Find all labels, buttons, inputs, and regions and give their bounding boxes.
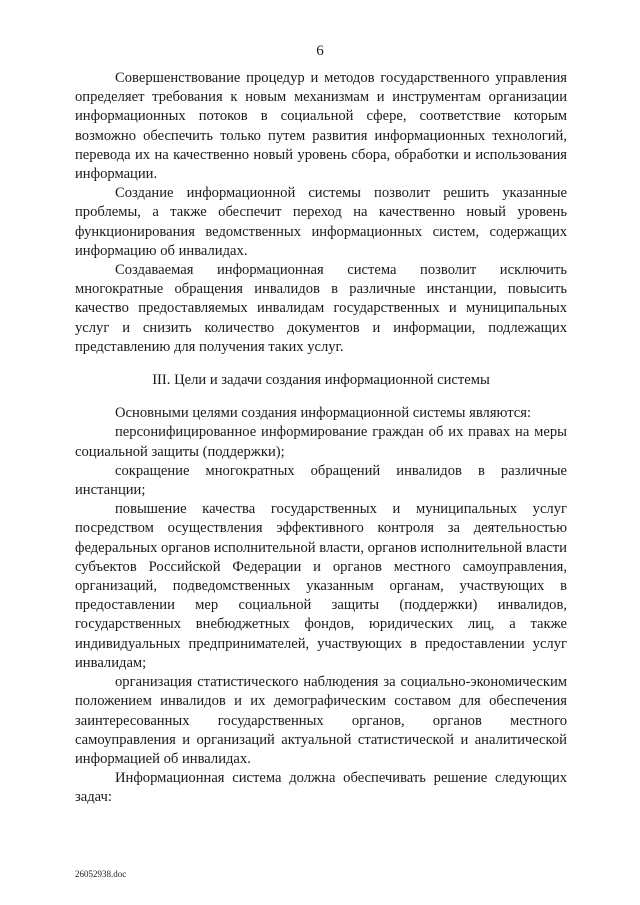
paragraph: Создаваемая информационная система позволит исключить многократные обращения инвалидов в различные инстанции, повысить качество предоставляемых инвалидам государственных и муниципальных услуг и снизить количество документов и информации, подлежащих представлению для получения таких услуг. (75, 262, 567, 355)
paragraph: Основными целями создания информационной системы являются: (115, 405, 532, 422)
list-item: персонифицированное информирование граждан об их правах на меры социальной защиты (поддержки); (75, 424, 567, 460)
paragraph: Совершенствование процедур и методов государственного управления определяет требования к новым механизмам и инструментам организации информационных потоков в социальной сфере, соответствие которым возможно обеспечить только путем развития информационных технологий, перевода их на качественно новый уровень сбора, обработки и использования информации. (75, 70, 567, 183)
list-item: сокращение многократных обращений инвалидов в различные инстанции; (75, 462, 567, 499)
document-body (75, 69, 567, 808)
page-number: 6 (316, 43, 324, 59)
list-item: повышение качества государственных и муниципальных услуг посредством осуществления эффективного контроля за деятельностью федеральных органов исполнительной власти, органов исполнительной власти субъектов Российской Федерации и органов местного самоуправления, организаций, подведомственных указанным органам, участвующих в предоставлении мер социальной защиты (поддержки) инвалидов, государственных внебюджетных фондов, юридических лиц, а также индивидуальных предпринимателей, участвующих в предоставлении услуг инвалидам; (75, 501, 567, 671)
section-heading: III. Цели и задачи создания информационной системы (152, 372, 490, 389)
footer-file-code: 26052938.doc (75, 869, 127, 879)
paragraph: Создание информационной системы позволит решить указанные проблемы, а также обеспечит переход на качественно новый уровень функционирования ведомственных информационных систем, содержащих информацию об инвалидах. (75, 185, 567, 259)
list-item: организация статистического наблюдения за социально-экономическим положением инвалидов и их демографическим составом для обеспечения заинтересованных государственных органов, органов местного самоуправления и организаций актуальной статистической и аналитической информацией об инвалидах. (75, 674, 567, 767)
paragraph: Информационная система должна обеспечивать решение следующих задач: (75, 770, 567, 806)
